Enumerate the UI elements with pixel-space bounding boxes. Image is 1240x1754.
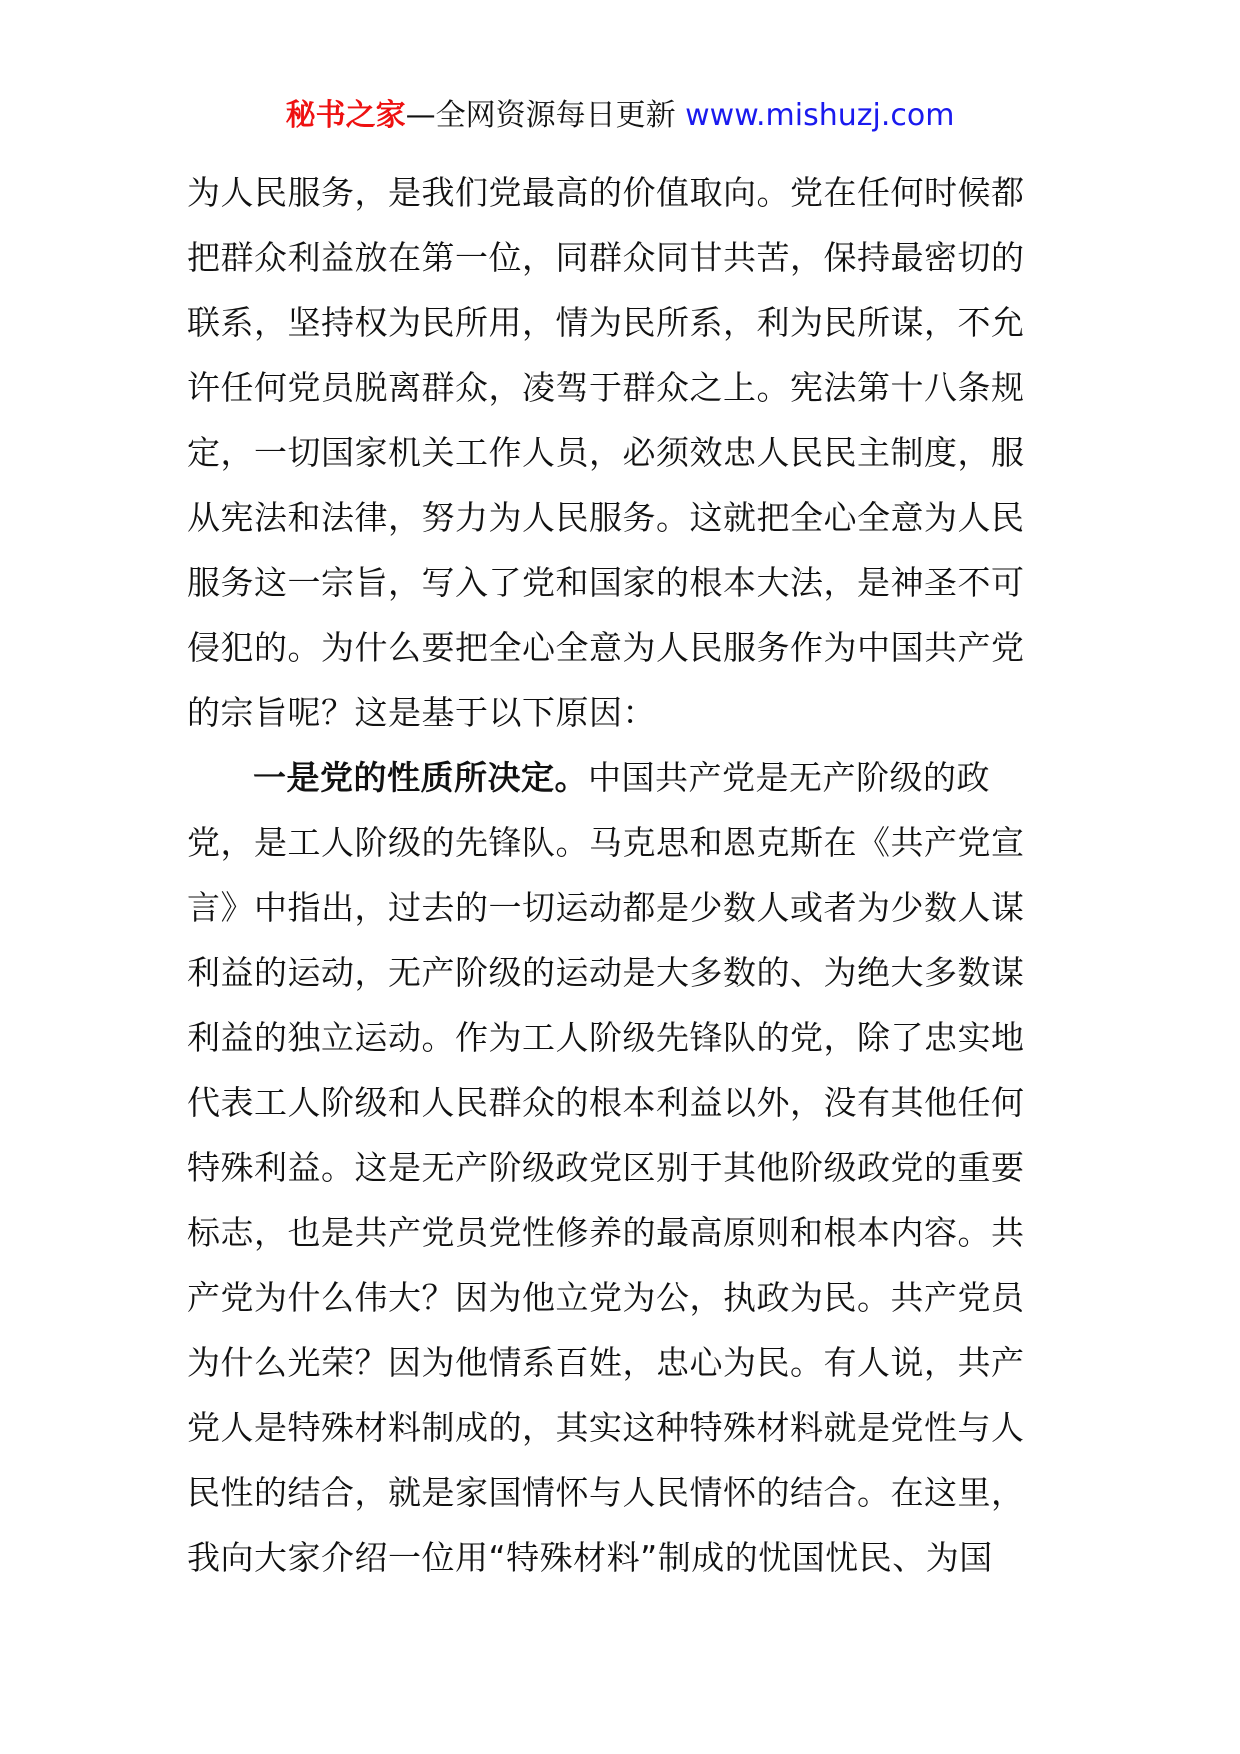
text-line: 产党为什么伟大？因为他立党为公，执政为民。共产党员 [187, 1278, 1025, 1317]
text-line: 标志，也是共产党员党性修养的最高原则和根本内容。共 [187, 1213, 1025, 1252]
text-line: 特殊利益。这是无产阶级政党区别于其他阶级政党的重要 [187, 1148, 1025, 1187]
document-body [187, 160, 1062, 1590]
text-line: 言》中指出，过去的一切运动都是少数人或者为少数人谋 [187, 888, 1025, 927]
text-line: 联系，坚持权为民所用，情为民所系，利为民所谋，不允 [187, 303, 1025, 342]
text-line: 把群众利益放在第一位，同群众同甘共苦，保持最密切的 [187, 238, 1025, 277]
page-header [0, 96, 1240, 136]
paragraph-first-line [187, 745, 1062, 810]
text-line: 我向大家介绍一位用“特殊材料”制成的忧国忧民、为国 [187, 1538, 993, 1577]
site-brand: 秘书之家 [285, 98, 406, 133]
text-line: 利益的独立运动。作为工人阶级先锋队的党，除了忠实地 [187, 1018, 1025, 1057]
text-line: 代表工人阶级和人民群众的根本利益以外，没有其他任何 [187, 1083, 1025, 1122]
text-line: 的宗旨呢？这是基于以下原因： [187, 693, 656, 732]
text-line: 为什么光荣？因为他情系百姓，忠心为民。有人说，共产 [187, 1343, 1025, 1382]
text-line: 许任何党员脱离群众，凌驾于群众之上。宪法第十八条规 [187, 368, 1025, 407]
text-segment: 中国共产党是无产阶级的政 [588, 758, 990, 797]
site-url[interactable]: www.mishuzj.com [685, 98, 955, 133]
text-line: 党人是特殊材料制成的，其实这种特殊材料就是党性与人 [187, 1408, 1025, 1447]
text-line: 侵犯的。为什么要把全心全意为人民服务作为中国共产党 [187, 628, 1025, 667]
text-line: 从宪法和法律，努力为人民服务。这就把全心全意为人民 [187, 498, 1025, 537]
site-tagline: —全网资源每日更新 [405, 98, 676, 133]
text-line: 利益的运动，无产阶级的运动是大多数的、为绝大多数谋 [187, 953, 1025, 992]
text-line: 定，一切国家机关工作人员，必须效忠人民民主制度，服 [187, 433, 1025, 472]
text-line: 党，是工人阶级的先锋队。马克思和恩克斯在《共产党宣 [187, 823, 1025, 862]
text-line: 服务这一宗旨，写入了党和国家的根本大法，是神圣不可 [187, 563, 1025, 602]
text-line: 民性的结合，就是家国情怀与人民情怀的结合。在这里， [187, 1473, 1025, 1512]
section-heading: 一是党的性质所决定。 [253, 758, 588, 797]
text-line: 为人民服务，是我们党最高的价值取向。党在任何时候都 [187, 173, 1025, 212]
